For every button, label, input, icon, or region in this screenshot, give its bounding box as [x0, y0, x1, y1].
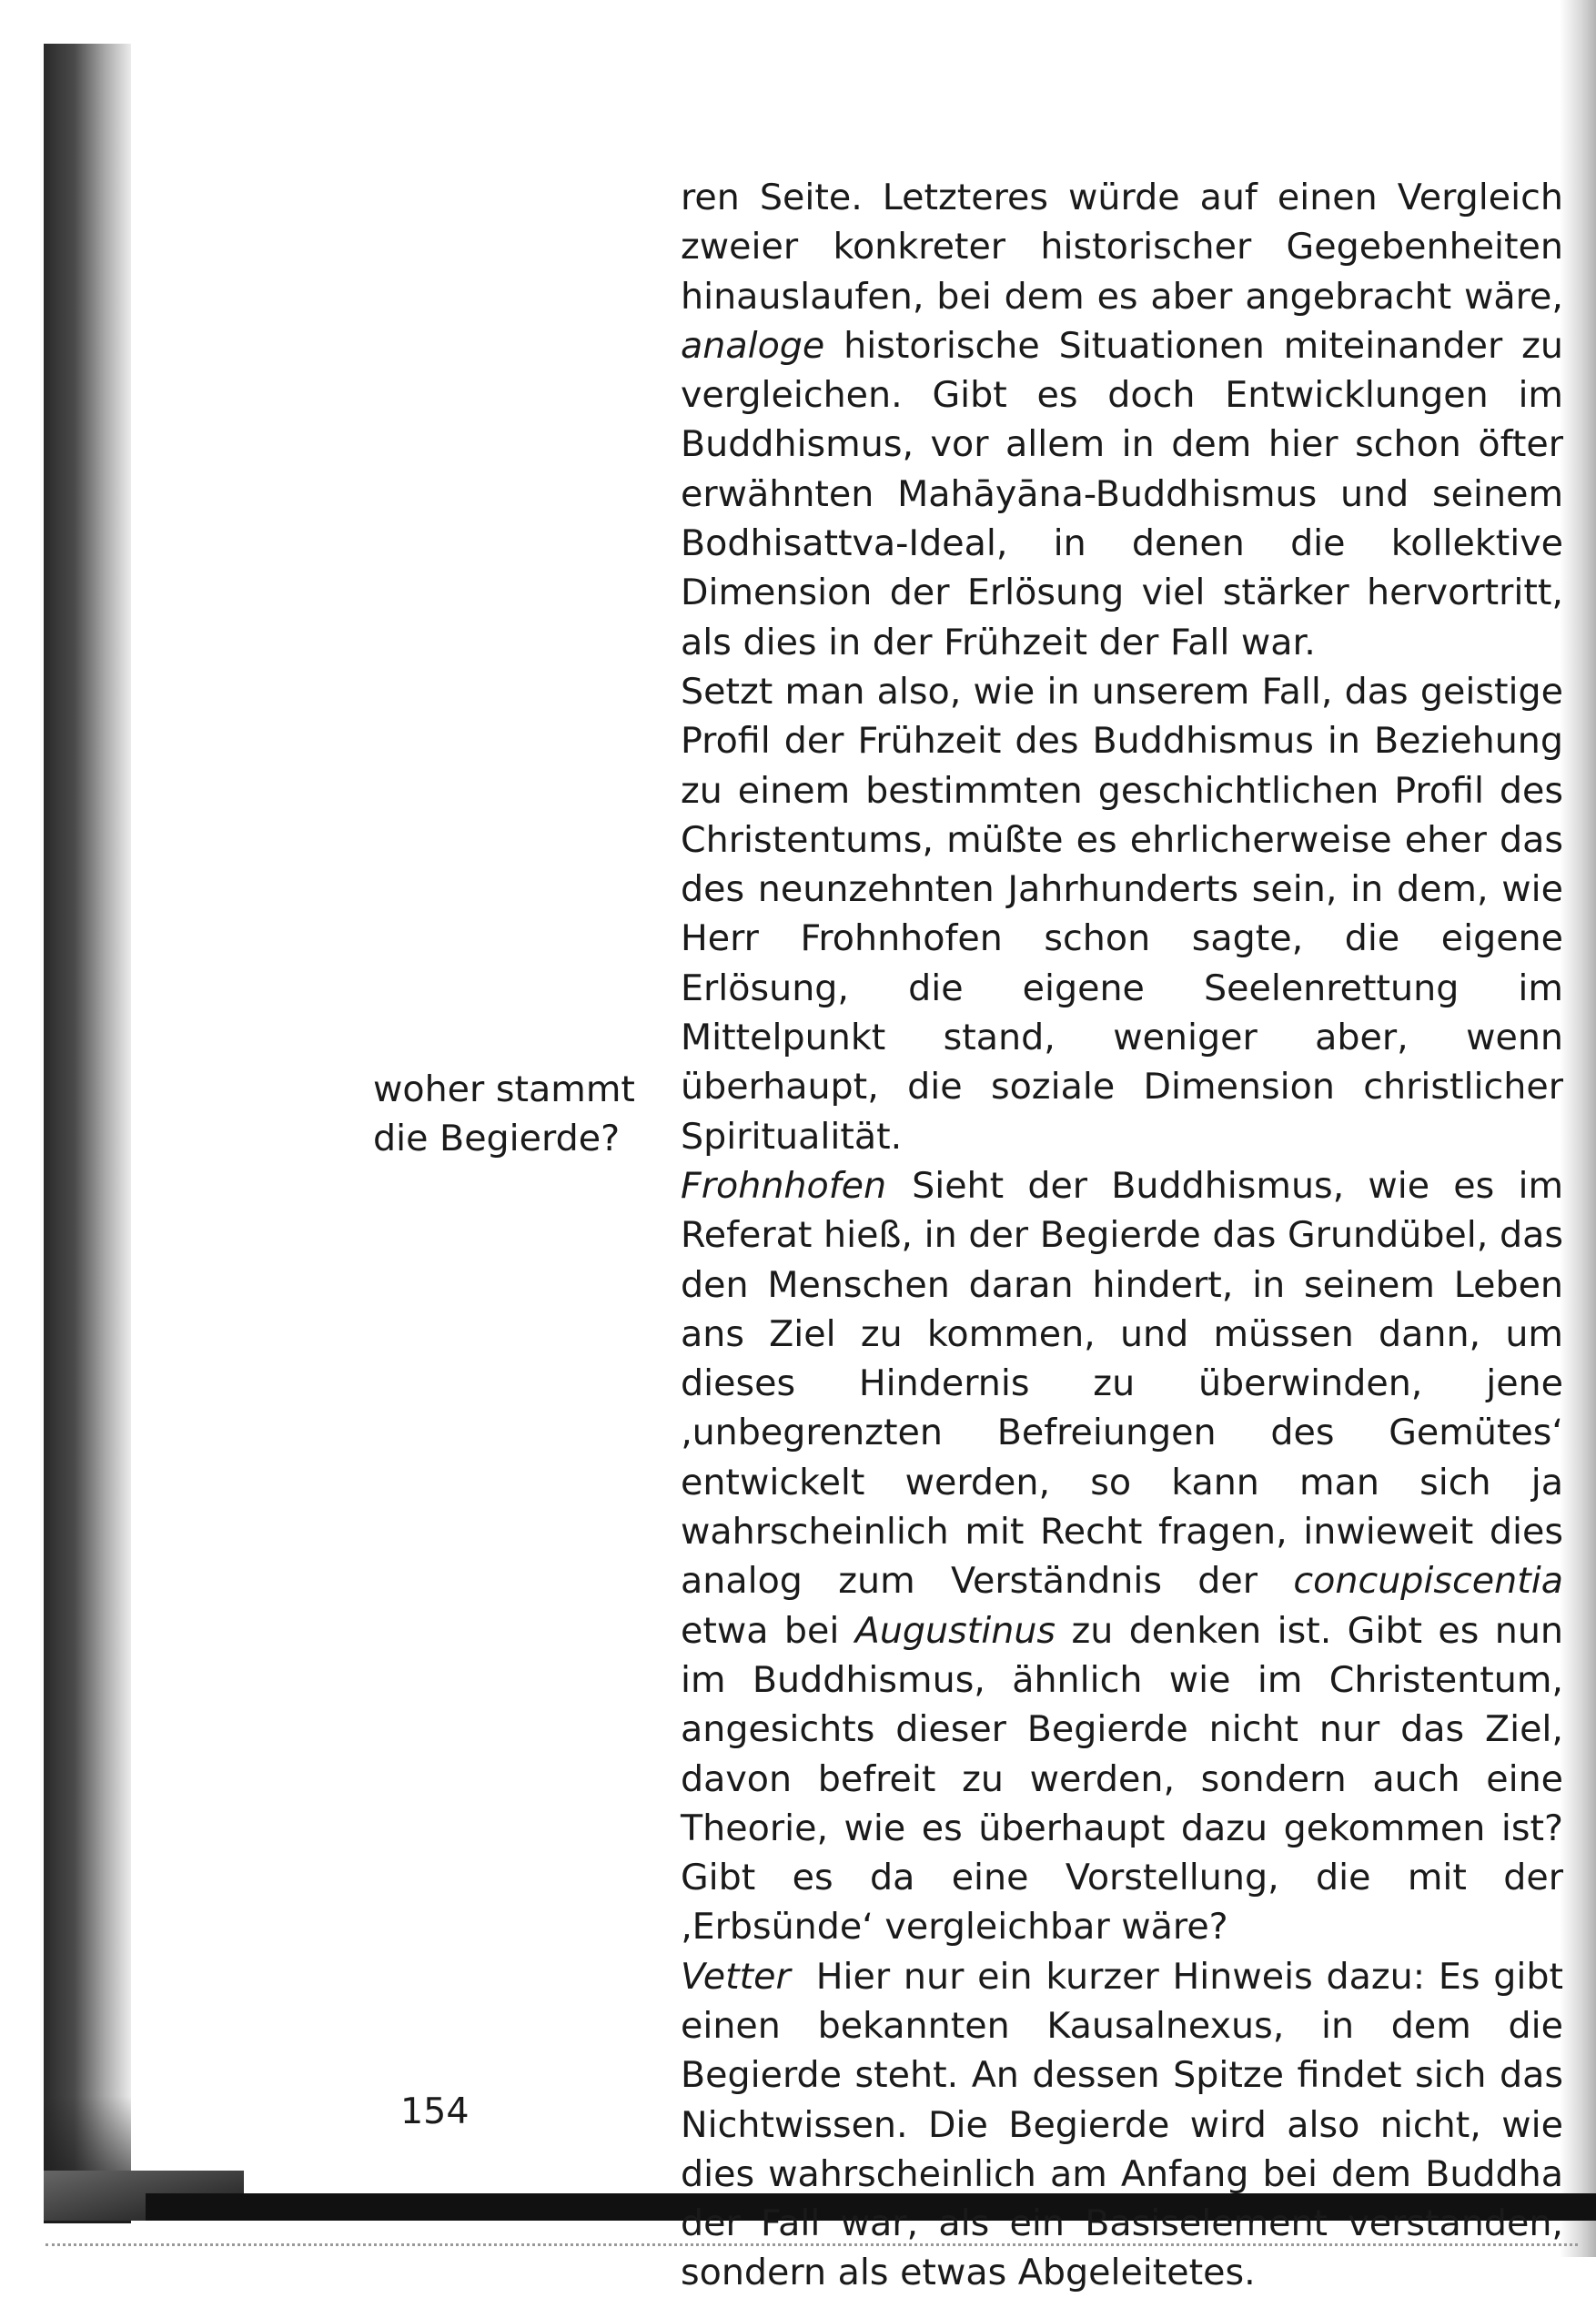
paragraph-1	[681, 173, 1563, 667]
speaker-frohnhofen: Frohnhofen	[681, 1164, 887, 1207]
speaker-vetter: Vetter	[681, 1955, 791, 1998]
paragraph-1-text-a: ren Seite. Letzteres würde auf einen Vergleich zweier konkreter historischer Gegebenheiten hinauslaufen, bei dem es aber angebracht wäre,	[681, 177, 1563, 318]
page-number: 154	[400, 2090, 470, 2132]
name-augustinus: Augustinus	[854, 1609, 1056, 1652]
paragraph-4	[681, 1952, 1563, 2298]
book-spine-shadow	[44, 44, 131, 2223]
margin-note	[373, 1065, 646, 1164]
paragraph-2-text: Setzt man also, wie in unserem Fall, das geistige Profil der Frühzeit des Buddhismus in Beziehung zu einem bestimmten geschichtlichen Profil des Christentums, müßte es ehrlicherweise eher das des neunzehnten Jahrhunderts sein, in dem, wie Herr Frohnhofen schon sagte, die eigene Erlösung, die eigene Seelenrettung im Mittelpunkt stand, weniger aber, wenn überhaupt, die soziale Dimension christlicher Spiritualität.	[681, 670, 1563, 1158]
paragraph-2	[681, 667, 1563, 1161]
margin-note-line-1: woher stammt	[373, 1068, 635, 1110]
page-edge-shadow	[1560, 0, 1596, 2257]
paragraph-3-text-c: zu denken ist. Gibt es nun im Buddhismus, ähnlich wie im Christentum, angesichts dieser Begierde nicht nur das Ziel, davon befreit zu werden, sondern auch eine Theorie, wie es überhaupt dazu gekommen ist? Gibt es da eine Vorstellung, die mit der ‚Erbsünde‘ vergleichbar wäre?	[681, 1609, 1563, 1949]
paragraph-1-emphasis: analoge	[681, 324, 825, 367]
main-text	[681, 173, 1563, 2298]
paragraph-3-text-a: Sieht der Buddhismus, wie es im Referat hieß, in der Begierde das Grundübel, das den Menschen daran hindert, in seinem Leben ans Ziel zu kommen, und müssen dann, um dieses Hindernis zu überwinden, jene ‚unbegrenzten Befreiungen des Gemütes‘ entwickelt werden, so kann man sich ja wahrscheinlich mit Recht fragen, inwieweit dies analog zum Verständnis der	[681, 1164, 1563, 1603]
paragraph-3-text-b: etwa bei	[681, 1609, 855, 1652]
margin-note-line-2: die Begierde?	[373, 1118, 621, 1160]
paragraph-1-text-b: historische Situationen miteinander zu vergleichen. Gibt es doch Entwicklungen im Buddhismus, vor allem in dem hier schon öfter erwähnten Mahāyāna-Buddhismus und seinem Bodhisattva-Ideal, in denen die kollektive Dimension der Erlösung viel stärker hervortritt, als dies in der Frühzeit der Fall war.	[681, 324, 1563, 663]
term-concupiscentia: concupiscentia	[1293, 1560, 1563, 1603]
paragraph-3	[681, 1161, 1563, 1952]
paragraph-4-text: Hier nur ein kurzer Hinweis dazu: Es gibt einen bekannten Kausalnexus, in dem die Begierde steht. An dessen Spitze findet sich das Nichtwissen. Die Begierde wird also nicht, wie dies wahrscheinlich am Anfang bei dem Buddha der Fall war, als ein Basiselement verstanden, sondern als etwas Abgeleitetes.	[681, 1955, 1563, 2294]
